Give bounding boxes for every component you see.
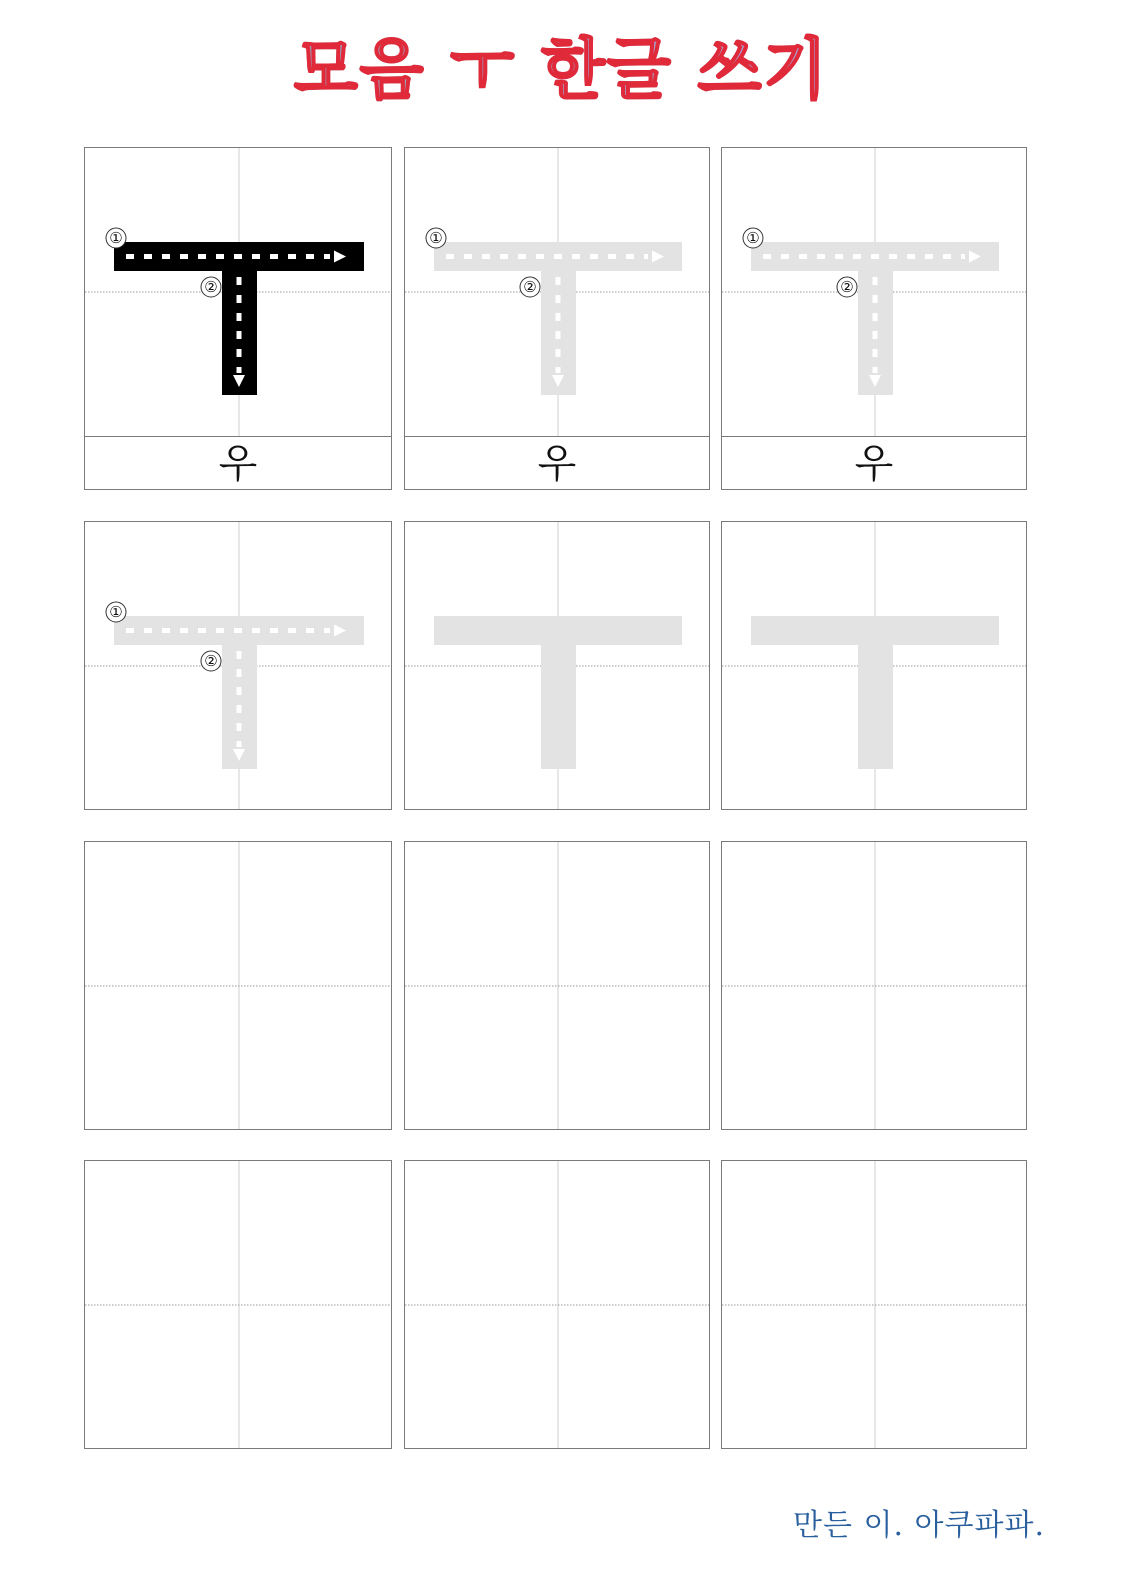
- cell-guide-lines: [722, 842, 1027, 1130]
- step-number-2: [201, 651, 221, 671]
- step-number-2: [201, 277, 221, 297]
- cell-guide-lines: [405, 1161, 710, 1449]
- writing-cell[interactable]: [84, 147, 392, 490]
- author-signature: 만든 이. 아쿠파파.: [792, 1508, 1045, 1543]
- cell-guide-lines: [722, 1161, 1027, 1449]
- vowel-stroke-guide: [722, 148, 1027, 437]
- writing-cell[interactable]: [404, 1160, 710, 1449]
- writing-cell[interactable]: [404, 521, 710, 810]
- svg-text:②: ②: [204, 278, 218, 296]
- step-number-1: [106, 602, 126, 622]
- svg-text:①: ①: [746, 229, 760, 247]
- svg-text:①: ①: [109, 603, 123, 621]
- step-number-1: [743, 228, 763, 248]
- vertical-stroke: [858, 644, 893, 769]
- svg-text:①: ①: [109, 229, 123, 247]
- vowel-stroke-guide: [722, 522, 1027, 810]
- step-number-2: [520, 277, 540, 297]
- svg-text:②: ②: [840, 278, 854, 296]
- vowel-stroke-guide: [85, 522, 392, 810]
- syllable-caption: 우: [405, 436, 709, 490]
- syllable-caption: 우: [85, 436, 391, 490]
- writing-cell[interactable]: [84, 841, 392, 1130]
- cell-guide-lines: [405, 842, 710, 1130]
- vowel-stroke-guide: [85, 148, 392, 437]
- step-number-2: [837, 277, 857, 297]
- writing-cell[interactable]: [721, 1160, 1027, 1449]
- cell-guide-lines: [85, 842, 392, 1130]
- horizontal-stroke: [751, 616, 999, 645]
- svg-text:①: ①: [429, 229, 443, 247]
- writing-cell[interactable]: [721, 147, 1027, 490]
- svg-text:②: ②: [523, 278, 537, 296]
- writing-cell[interactable]: [721, 841, 1027, 1130]
- svg-text:②: ②: [204, 652, 218, 670]
- horizontal-stroke: [434, 616, 682, 645]
- writing-cell[interactable]: [84, 1160, 392, 1449]
- writing-cell[interactable]: [404, 147, 710, 490]
- writing-cell[interactable]: [404, 841, 710, 1130]
- syllable-caption: 우: [722, 436, 1026, 490]
- vowel-stroke-guide: [405, 522, 710, 810]
- cell-guide-lines: [85, 1161, 392, 1449]
- writing-cell[interactable]: [84, 521, 392, 810]
- vertical-stroke: [541, 644, 576, 769]
- step-number-1: [106, 228, 126, 248]
- step-number-1: [426, 228, 446, 248]
- vowel-stroke-guide: [405, 148, 710, 437]
- writing-cell[interactable]: [721, 521, 1027, 810]
- page-title: 모음 ㅜ 한글 쓰기: [0, 28, 1123, 112]
